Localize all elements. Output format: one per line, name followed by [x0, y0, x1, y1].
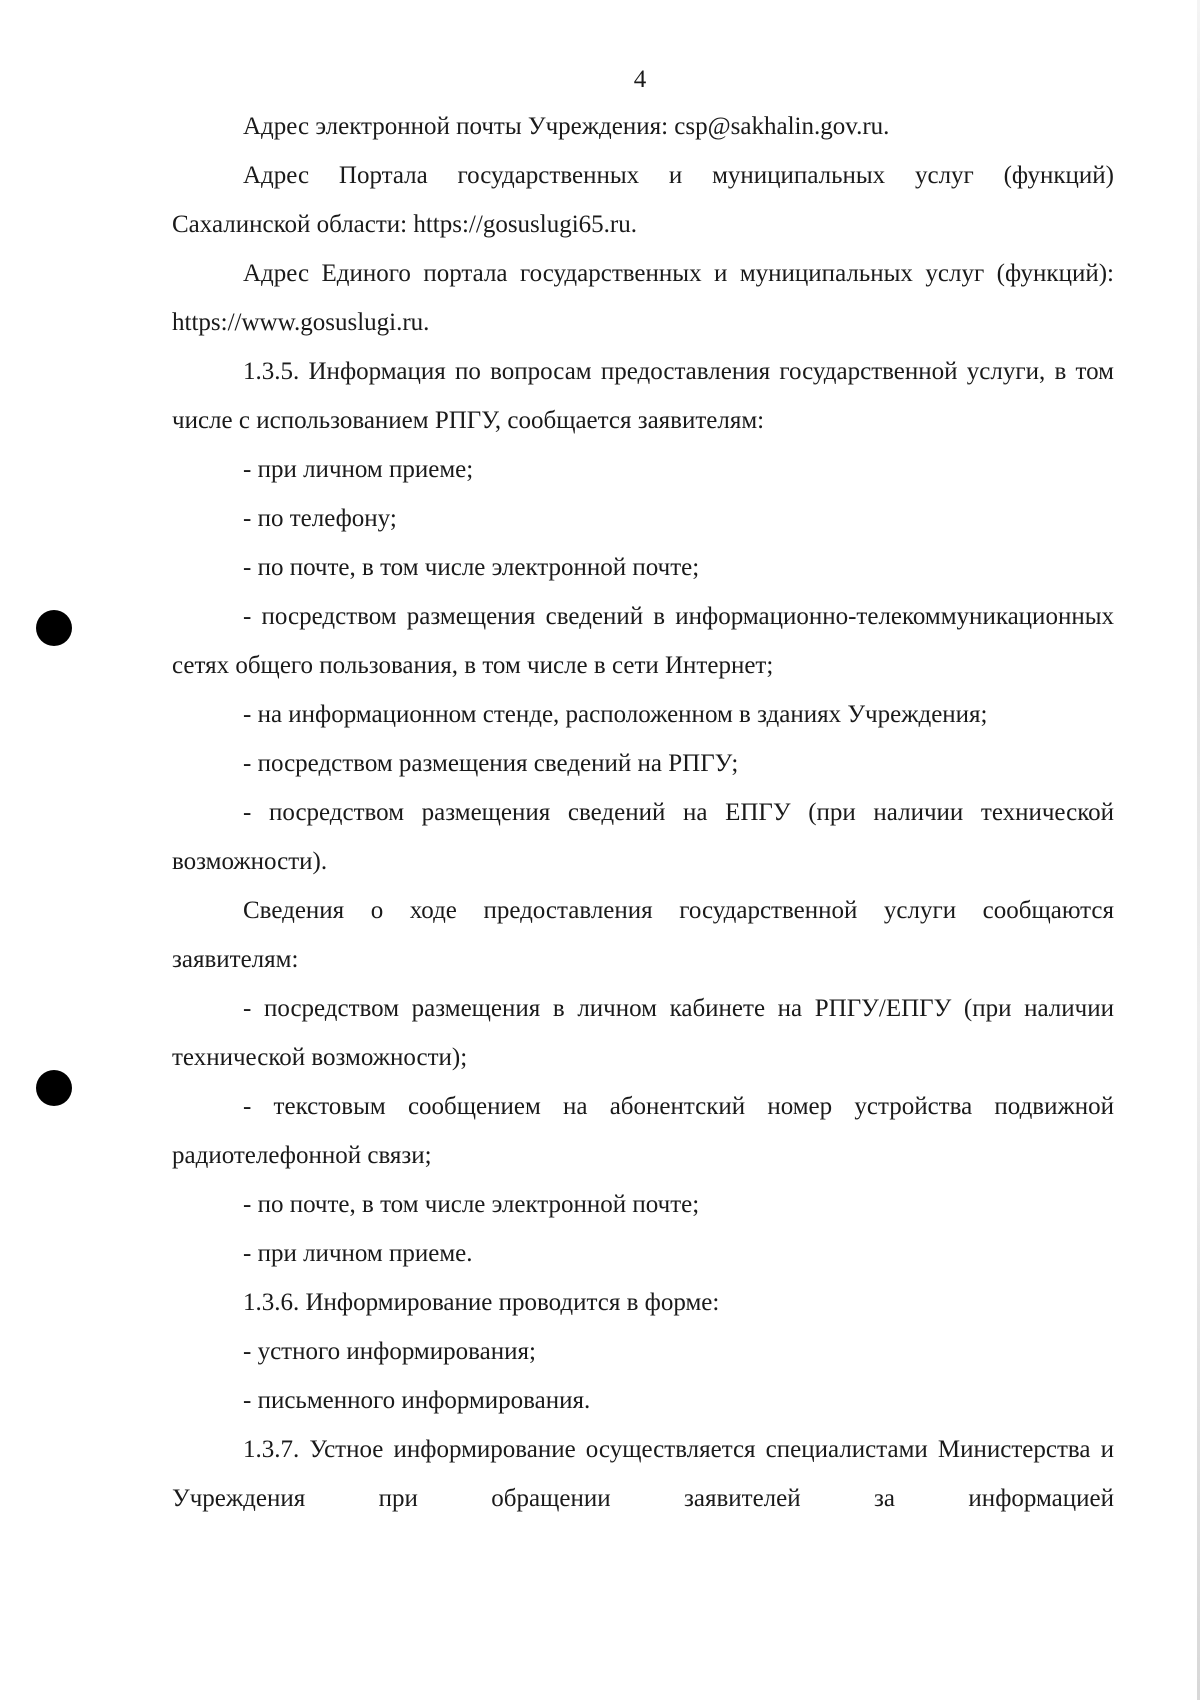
- paragraph-section-1-3-5: 1.3.5. Информация по вопросам предоставления государственной услуги, в том числе с использованием РПГУ, сообщается заявителям:: [172, 358, 1114, 434]
- list-item-epgu: - посредством размещения сведений на ЕПГУ (при наличии технической возможности).: [172, 799, 1114, 875]
- list-item-mail: - по почте, в том числе электронной почте;: [243, 554, 700, 581]
- punch-hole-bottom: [36, 1070, 72, 1106]
- list-item-phone: - по телефону;: [243, 505, 397, 532]
- list-item-personal-cabinet: - посредством размещения в личном кабинете на РПГУ/ЕПГУ (при наличии технической возможности);: [172, 995, 1114, 1071]
- paragraph-section-1-3-6: 1.3.6. Информирование проводится в форме:: [243, 1289, 720, 1316]
- page-number: 4: [633, 66, 647, 93]
- document-body: [172, 102, 1114, 1523]
- paragraph-federal-portal-address: Адрес Единого портала государственных и муниципальных услуг (функций): https://www.gosuslugi.ru.: [172, 260, 1114, 336]
- list-item-personal-reception-2: - при личном приеме.: [243, 1240, 473, 1267]
- punch-hole-top: [36, 610, 72, 646]
- paragraph-progress-info: Сведения о ходе предоставления государственной услуги сообщаются заявителям:: [172, 897, 1114, 973]
- paragraph-regional-portal-address: Адрес Портала государственных и муниципальных услуг (функций) Сахалинской области: https://gosuslugi65.ru.: [172, 162, 1114, 238]
- list-item-sms: - текстовым сообщением на абонентский номер устройства подвижной радиотелефонной связи;: [172, 1093, 1114, 1169]
- list-item-mail-2: - по почте, в том числе электронной почте;: [243, 1191, 700, 1218]
- list-item-rpgu: - посредством размещения сведений на РПГУ;: [243, 750, 739, 777]
- paragraph-email-address: Адрес электронной почты Учреждения: csp@sakhalin.gov.ru.: [243, 113, 890, 140]
- list-item-internet: - посредством размещения сведений в информационно-телекоммуникационных сетях общего пользования, в том числе в сети Интернет;: [172, 603, 1114, 679]
- list-item-written: - письменного информирования.: [243, 1387, 591, 1414]
- list-item-info-stand: - на информационном стенде, расположенном в зданиях Учреждения;: [243, 701, 988, 728]
- paragraph-section-1-3-7: 1.3.7. Устное информирование осуществляется специалистами Министерства и Учреждения при обращении заявителей за информацией: [172, 1436, 1114, 1512]
- list-item-personal-reception: - при личном приеме;: [243, 456, 474, 483]
- list-item-oral: - устного информирования;: [243, 1338, 536, 1365]
